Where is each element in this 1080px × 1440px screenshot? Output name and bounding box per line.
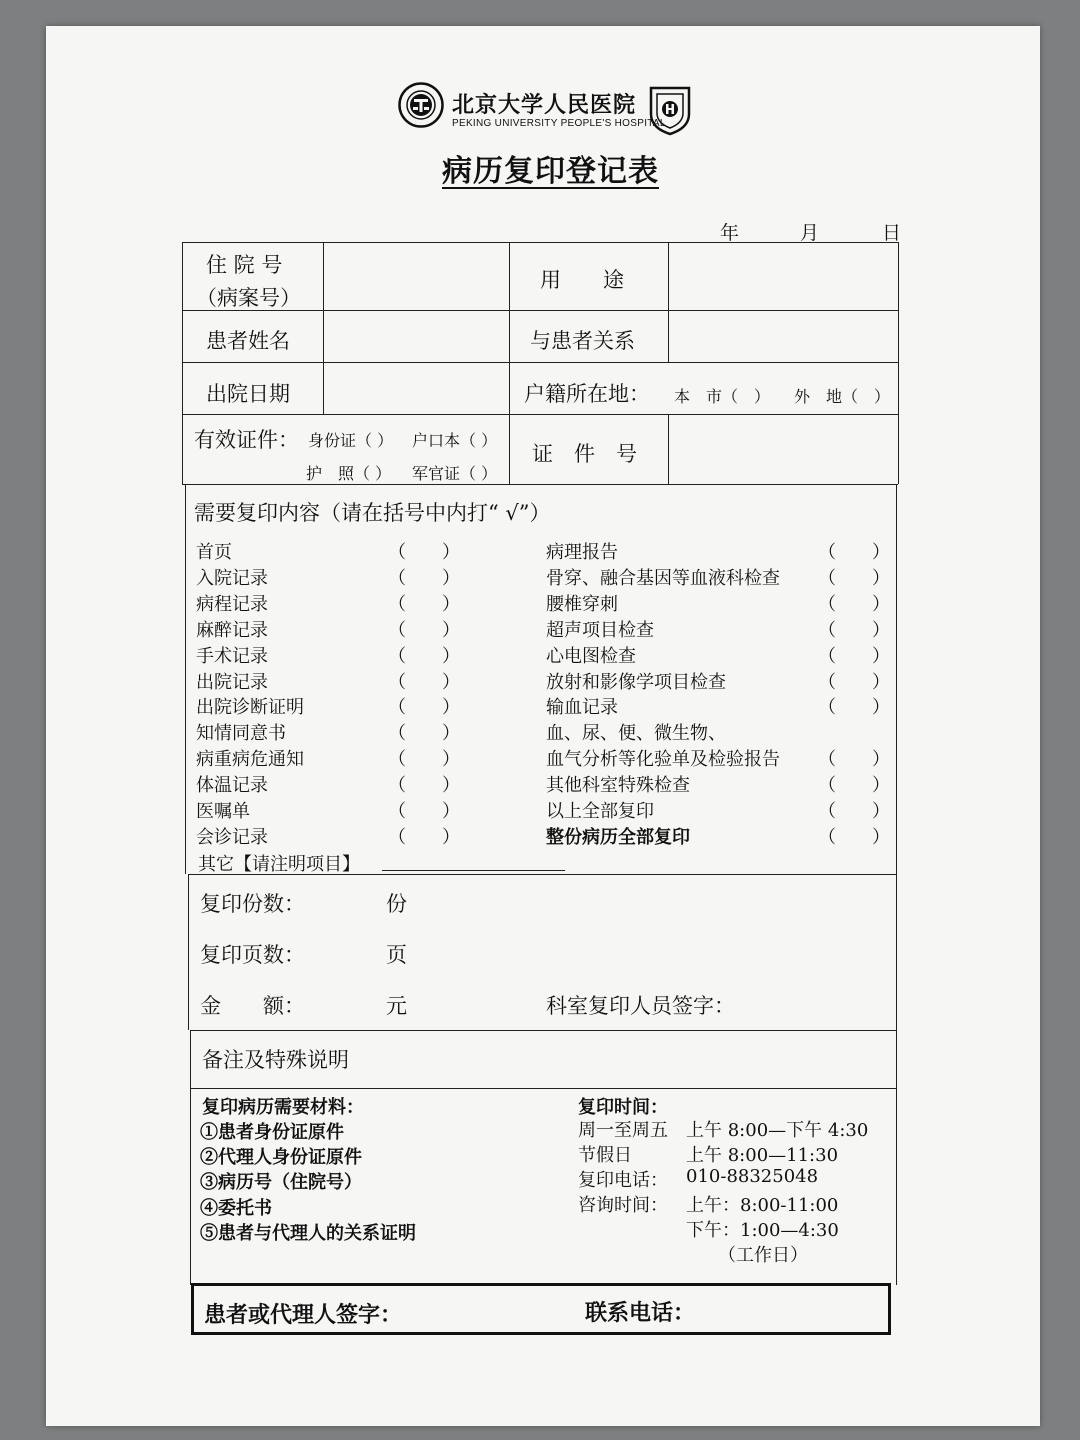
materials-item: ④委托书	[200, 1198, 272, 1219]
relation-field[interactable]	[671, 313, 895, 359]
purpose-label: 用 途	[540, 268, 624, 292]
table-border-right	[898, 242, 899, 484]
table-column-divider	[509, 242, 510, 484]
copy-item-label: 医嘱单	[196, 801, 250, 822]
consult-pm: 下午：1:00—4:30	[686, 1220, 839, 1241]
holiday-label: 节假日	[578, 1145, 632, 1166]
copy-item-checkbox[interactable]: （ ）	[388, 723, 460, 744]
hospital-name-en: PEKING UNIVERSITY PEOPLE'S HOSPITAL	[452, 118, 666, 129]
copy-item-label: 首页	[196, 542, 232, 563]
patient-sign-label: 患者或代理人签字：	[204, 1302, 403, 1328]
case-no-label: （病案号）	[196, 286, 301, 310]
date-year[interactable]: 年	[720, 222, 740, 244]
copy-item-label: 病理报告	[546, 542, 618, 563]
table-divider	[182, 484, 898, 485]
discharge-date-field[interactable]	[326, 365, 506, 411]
holiday-time: 上午 8:00—11:30	[686, 1145, 839, 1166]
table-border-top	[182, 242, 898, 243]
copy-item-label: 病重病危通知	[196, 749, 304, 770]
copy-item-checkbox[interactable]: （ ）	[818, 568, 890, 589]
copy-item-label: 体温记录	[196, 775, 268, 796]
materials-item: ②代理人身份证原件	[200, 1147, 362, 1168]
copy-item-label: 手术记录	[196, 646, 268, 667]
weekday-label: 周一至周五	[578, 1120, 668, 1141]
copy-item-checkbox[interactable]: （ ）	[388, 620, 460, 641]
hospital-name: 北京大学人民医院	[452, 93, 637, 118]
copy-item-checkbox[interactable]: （ ）	[818, 801, 890, 822]
table-border-left	[182, 242, 183, 484]
consult-am: 上午：8:00-11:00	[686, 1195, 839, 1216]
copy-item-label: 以上全部复印	[546, 801, 654, 822]
contact-phone-label: 联系电话：	[585, 1300, 696, 1326]
id-number-label: 证 件 号	[532, 442, 637, 466]
table-border-right	[896, 484, 897, 1285]
id-number-field[interactable]	[671, 417, 895, 481]
patient-name-field[interactable]	[326, 313, 506, 359]
phone-number: 010-88325048	[686, 1166, 819, 1187]
copy-item-checkbox[interactable]: （ ）	[818, 749, 890, 770]
copy-item-checkbox[interactable]: （ ）	[388, 749, 460, 770]
phone-label: 复印电话：	[578, 1170, 668, 1191]
other-item-field[interactable]	[382, 870, 565, 871]
copy-item-checkbox[interactable]: （ ）	[388, 568, 460, 589]
copy-item-checkbox[interactable]: （ ）	[818, 542, 890, 563]
copy-item-label: 骨穿、融合基因等血液科检查	[546, 568, 780, 589]
copy-content-heading: 需要复印内容（请在括号中内打“ √”）	[194, 501, 551, 525]
amount-label: 金 额：	[200, 994, 305, 1018]
copy-item-label: 出院诊断证明	[196, 697, 304, 718]
other-item-label: 其它【请注明项目】	[198, 854, 360, 875]
copy-item-label: 麻醉记录	[196, 620, 268, 641]
table-divider	[190, 1088, 896, 1089]
copy-item-checkbox[interactable]: （ ）	[818, 672, 890, 693]
table-divider	[182, 362, 898, 363]
date-day[interactable]: 日	[882, 222, 902, 244]
admission-no-label: 住 院 号	[206, 253, 283, 277]
table-column-divider	[323, 242, 324, 414]
form-title: 病历复印登记表	[442, 154, 659, 189]
hours-heading: 复印时间：	[578, 1097, 668, 1118]
officer-card-option[interactable]: 军官证（ ）	[412, 464, 498, 483]
table-column-divider	[668, 414, 669, 484]
domicile-local-option[interactable]: 本 市（ ）	[674, 387, 771, 406]
copy-item-label: 其他科室特殊检查	[546, 775, 690, 796]
copy-item-checkbox[interactable]: （ ）	[818, 646, 890, 667]
copy-item-checkbox[interactable]: （ ）	[388, 801, 460, 822]
copy-item-label: 出院记录	[196, 672, 268, 693]
copy-item-label: 放射和影像学项目检查	[546, 672, 726, 693]
copy-item-checkbox[interactable]: （ ）	[388, 594, 460, 615]
materials-item: ①患者身份证原件	[200, 1122, 344, 1143]
consult-label: 咨询时间：	[578, 1195, 668, 1216]
weekday-time: 上午 8:00—下午 4:30	[686, 1120, 869, 1141]
copy-item-checkbox[interactable]: （ ）	[388, 672, 460, 693]
pages-unit: 页	[386, 943, 407, 967]
copy-item-label: 输血记录	[546, 697, 618, 718]
copy-item-checkbox[interactable]: （ ）	[818, 827, 890, 848]
copy-item-label: 知情同意书	[196, 723, 286, 744]
hukou-option[interactable]: 户口本（ ）	[412, 431, 498, 450]
copy-item-label: 超声项目检查	[546, 620, 654, 641]
copy-item-label: 血气分析等化验单及检验报告	[546, 749, 780, 770]
copy-item-label: 会诊记录	[196, 827, 268, 848]
amount-unit: 元	[386, 994, 407, 1018]
domicile-label: 户籍所在地：	[524, 382, 650, 406]
remarks-label: 备注及特殊说明	[202, 1048, 349, 1072]
copy-item-label: 入院记录	[196, 568, 268, 589]
hospital-badge-icon	[647, 82, 693, 136]
table-border-left	[188, 874, 189, 1030]
workday-note: （工作日）	[718, 1245, 808, 1266]
domicile-other-option[interactable]: 外 地（ ）	[794, 387, 891, 406]
patient-name-label: 患者姓名	[206, 329, 290, 353]
copy-item-checkbox[interactable]: （ ）	[818, 620, 890, 641]
copy-item-label: 病程记录	[196, 594, 268, 615]
copy-item-checkbox[interactable]: （ ）	[388, 646, 460, 667]
relation-label: 与患者关系	[530, 329, 635, 353]
copy-item-label: 血、尿、便、微生物、	[546, 723, 726, 744]
copy-item-checkbox[interactable]: （ ）	[388, 542, 460, 563]
id-card-option[interactable]: 身份证（ ）	[308, 431, 394, 450]
materials-item: ⑤患者与代理人的关系证明	[200, 1223, 416, 1244]
valid-id-label: 有效证件：	[194, 428, 299, 452]
staff-sign-label: 科室复印人员签字：	[546, 994, 735, 1018]
copy-item-label: 腰椎穿刺	[546, 594, 618, 615]
copy-item-checkbox[interactable]: （ ）	[818, 594, 890, 615]
copies-unit: 份	[386, 892, 407, 916]
table-divider	[182, 414, 898, 415]
copy-item-checkbox[interactable]: （ ）	[388, 827, 460, 848]
copy-item-label: 整份病历全部复印	[546, 827, 690, 848]
table-column-divider	[668, 242, 669, 362]
table-border-left	[190, 1030, 191, 1285]
table-border-left	[185, 484, 186, 874]
date-month[interactable]: 月	[800, 222, 820, 244]
discharge-date-label: 出院日期	[206, 382, 290, 406]
pages-label: 复印页数：	[200, 943, 305, 967]
copy-item-checkbox[interactable]: （ ）	[388, 697, 460, 718]
university-seal-icon	[398, 82, 444, 128]
table-divider	[190, 1030, 896, 1031]
passport-option[interactable]: 护 照（ ）	[306, 464, 392, 483]
materials-heading: 复印病历需要材料：	[202, 1097, 364, 1118]
materials-item: ③病历号（住院号）	[200, 1172, 362, 1193]
copy-item-checkbox[interactable]: （ ）	[818, 697, 890, 718]
copy-item-label: 心电图检查	[546, 646, 636, 667]
admission-no-field[interactable]	[326, 245, 506, 307]
purpose-field[interactable]	[671, 245, 895, 307]
copy-item-checkbox[interactable]: （ ）	[818, 775, 890, 796]
copy-item-checkbox[interactable]: （ ）	[388, 775, 460, 796]
copies-label: 复印份数：	[200, 892, 305, 916]
